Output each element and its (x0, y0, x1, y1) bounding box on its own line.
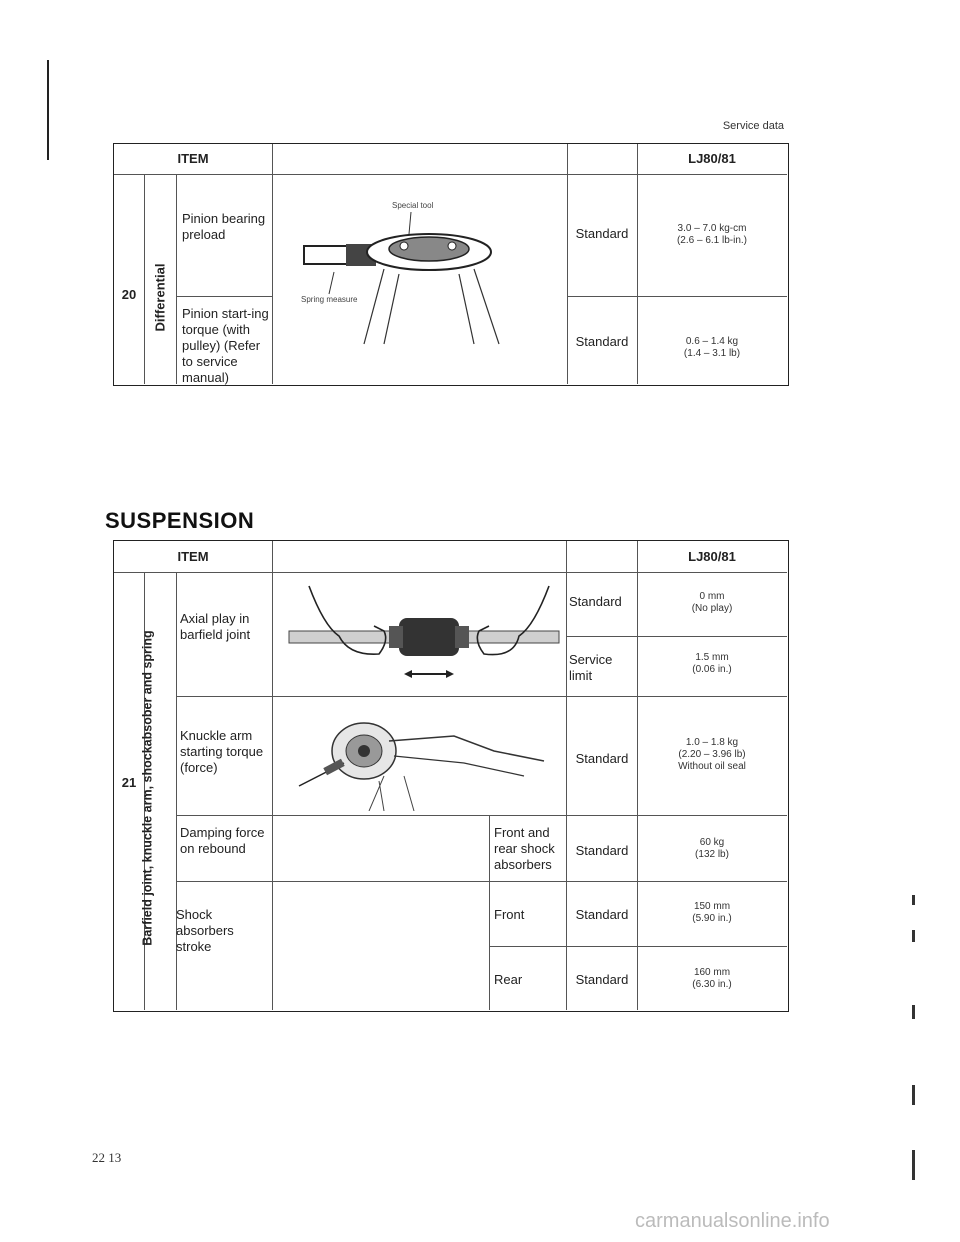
spec-value: 1.0 – 1.8 kg (685, 737, 739, 748)
sub-label: Front (494, 907, 525, 922)
spec-value: 0.6 – 1.4 kg (685, 336, 739, 347)
watermark: carmanualsonline.info (635, 1210, 830, 1232)
spec-note: Without oil seal (678, 761, 746, 772)
page-number: 22 13 (92, 1150, 122, 1165)
binding-mark (912, 930, 915, 942)
item-label: Knuckle arm starting torque (force) (180, 728, 264, 775)
margin-rule (47, 60, 49, 160)
spec-value-imperial: (6.30 in.) (692, 979, 732, 990)
special-tool-label: Special tool (392, 201, 434, 210)
section-title: SUSPENSION (105, 508, 255, 533)
spec-value: 150 mm (693, 901, 731, 912)
spec-value-imperial: (No play) (691, 603, 733, 614)
spec-value: 60 kg (699, 837, 725, 848)
spec-value-imperial: (0.06 in.) (692, 664, 732, 675)
item-label: Damping force on rebound (180, 825, 265, 856)
condition: Standard (575, 972, 629, 987)
condition: Standard (575, 226, 629, 241)
spec-value: 1.5 mm (695, 652, 729, 663)
item-number: 21 (121, 775, 137, 790)
spec-value: 160 mm (693, 967, 731, 978)
binding-mark (912, 895, 915, 905)
binding-mark (912, 1085, 915, 1105)
binding-mark (912, 1005, 915, 1019)
item-label: Axial play in barfield joint (180, 611, 251, 642)
spec-value: 0 mm (699, 591, 725, 602)
spec-value: 3.0 – 7.0 kg-cm (677, 223, 747, 234)
spring-measure-label: Spring measure (301, 295, 358, 304)
sub-label: Rear (494, 972, 523, 987)
condition: Standard (575, 843, 629, 858)
item-label: Pinion bearing preload (182, 211, 266, 242)
spec-value-imperial: (1.4 – 3.1 lb) (683, 348, 741, 359)
condition: Service limit (569, 652, 613, 683)
spec-value-imperial: (2.6 – 6.1 lb-in.) (676, 235, 748, 246)
running-header: Service data (722, 120, 784, 132)
item-label: Pinion start-ing torque (with pulley) (Refer to service manual) (182, 306, 269, 385)
binding-mark (912, 1150, 915, 1180)
spec-value-imperial: (2.20 – 3.96 lb) (678, 749, 746, 760)
condition: Standard (575, 751, 629, 766)
item-header: ITEM (177, 549, 209, 564)
knuckle-arm-illustration (284, 701, 554, 811)
spec-value-imperial: (5.90 in.) (692, 913, 732, 924)
barfield-joint-illustration (279, 576, 564, 694)
item-number: 20 (121, 287, 137, 302)
sub-label: Front and rear shock absorbers (494, 825, 555, 872)
model-header: LJ80/81 (688, 151, 736, 166)
condition: Standard (575, 907, 629, 922)
condition: Standard (569, 594, 622, 609)
item-header: ITEM (177, 151, 209, 166)
group-label: Barfield joint, knuckle arm, shockabsober and spring (140, 630, 155, 946)
differential-table (113, 143, 789, 386)
pinion-preload-illustration (284, 194, 554, 354)
item-label: Shock absorbers stroke (176, 907, 234, 954)
model-header: LJ80/81 (688, 549, 736, 564)
condition: Standard (575, 334, 629, 349)
suspension-table (113, 540, 789, 1012)
group-label: Differential (152, 263, 168, 332)
spec-value-imperial: (132 lb) (695, 849, 729, 860)
